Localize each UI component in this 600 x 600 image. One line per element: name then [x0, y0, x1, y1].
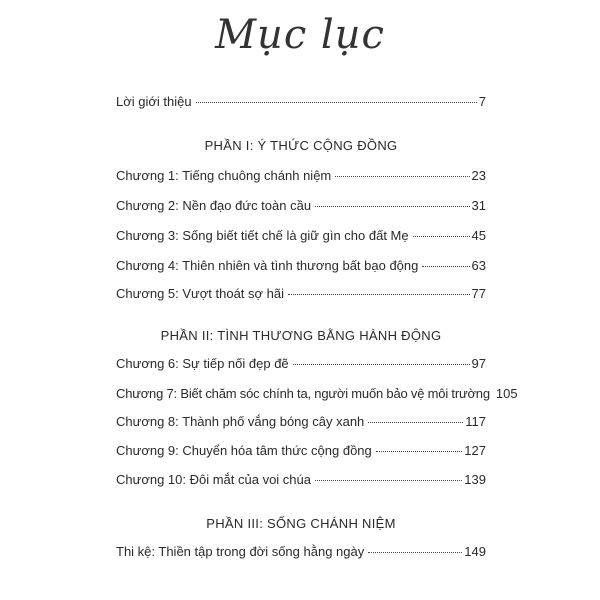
entry-label: Chương 6: Sự tiếp nối đẹp đẽ — [116, 356, 289, 371]
toc-entry-chapter-2[interactable] — [116, 198, 486, 214]
toc-entry-chapter-7[interactable] — [116, 386, 518, 402]
dot-leader — [288, 294, 470, 295]
dot-leader — [422, 266, 469, 267]
entry-label: Thi kệ: Thiền tập trong đời sống hằng ngày — [116, 544, 365, 559]
toc-entry-chapter-1[interactable] — [116, 168, 486, 184]
entry-page: 117 — [465, 414, 486, 429]
dot-leader — [413, 236, 470, 237]
toc-entry-chapter-10[interactable] — [116, 472, 486, 488]
entry-page: 45 — [471, 228, 486, 243]
part-heading-3: PHẦN III: SỐNG CHÁNH NIỆM — [206, 516, 396, 531]
entry-page: 127 — [464, 443, 486, 458]
entry-page: 31 — [471, 198, 486, 213]
entry-label: Chương 4: Thiên nhiên và tình thương bất bạo động — [116, 258, 419, 273]
entry-page: 77 — [471, 286, 486, 301]
dot-leader — [196, 102, 477, 103]
entry-page: 139 — [464, 472, 486, 487]
toc-entry-chapter-9[interactable] — [116, 443, 486, 459]
toc-entry-chapter-6[interactable] — [116, 356, 486, 372]
toc-entry-chapter-8[interactable] — [116, 414, 486, 430]
toc-entry-chapter-3[interactable] — [116, 228, 486, 244]
toc-entry-thi-ke[interactable] — [116, 544, 486, 560]
part-heading-2: PHẦN II: TÌNH THƯƠNG BẰNG HÀNH ĐỘNG — [160, 328, 442, 343]
dot-leader — [315, 480, 462, 481]
page-title: Mục lục — [215, 12, 385, 58]
entry-label: Chương 1: Tiếng chuông chánh niệm — [116, 168, 332, 183]
entry-label: Chương 9: Chuyển hóa tâm thức cộng đồng — [116, 443, 372, 458]
entry-label: Chương 3: Sống biết tiết chế là giữ gìn cho đất Mẹ — [116, 228, 409, 243]
entry-label: Chương 2: Nền đạo đức toàn cầu — [116, 198, 312, 213]
dot-leader — [293, 364, 470, 365]
entry-label: Chương 10: Đôi mắt của voi chúa — [116, 472, 311, 487]
entry-page: 7 — [478, 94, 486, 109]
entry-page: 97 — [471, 356, 486, 371]
toc-entry-chapter-4[interactable] — [116, 258, 486, 274]
entry-page: 23 — [471, 168, 486, 183]
dot-leader — [315, 206, 469, 207]
entry-page: 63 — [471, 258, 486, 273]
entry-label: Chương 5: Vượt thoát sợ hãi — [116, 286, 285, 301]
entry-label: Chương 8: Thành phố vắng bóng cây xanh — [116, 414, 365, 429]
entry-page: 105 — [495, 386, 518, 401]
entry-page: 149 — [464, 544, 486, 559]
part-heading-1: PHẦN I: Ý THỨC CỘNG ĐỒNG — [204, 138, 398, 153]
dot-leader — [368, 422, 463, 423]
toc-entry-chapter-5[interactable] — [116, 286, 486, 302]
toc-entry-intro[interactable] — [116, 94, 486, 110]
entry-label: Lời giới thiệu — [116, 94, 192, 109]
dot-leader — [368, 552, 462, 553]
dot-leader — [335, 176, 469, 177]
dot-leader — [376, 451, 463, 452]
entry-label: Chương 7: Biết chăm sóc chính ta, người muốn bảo vệ môi trường — [116, 386, 490, 401]
